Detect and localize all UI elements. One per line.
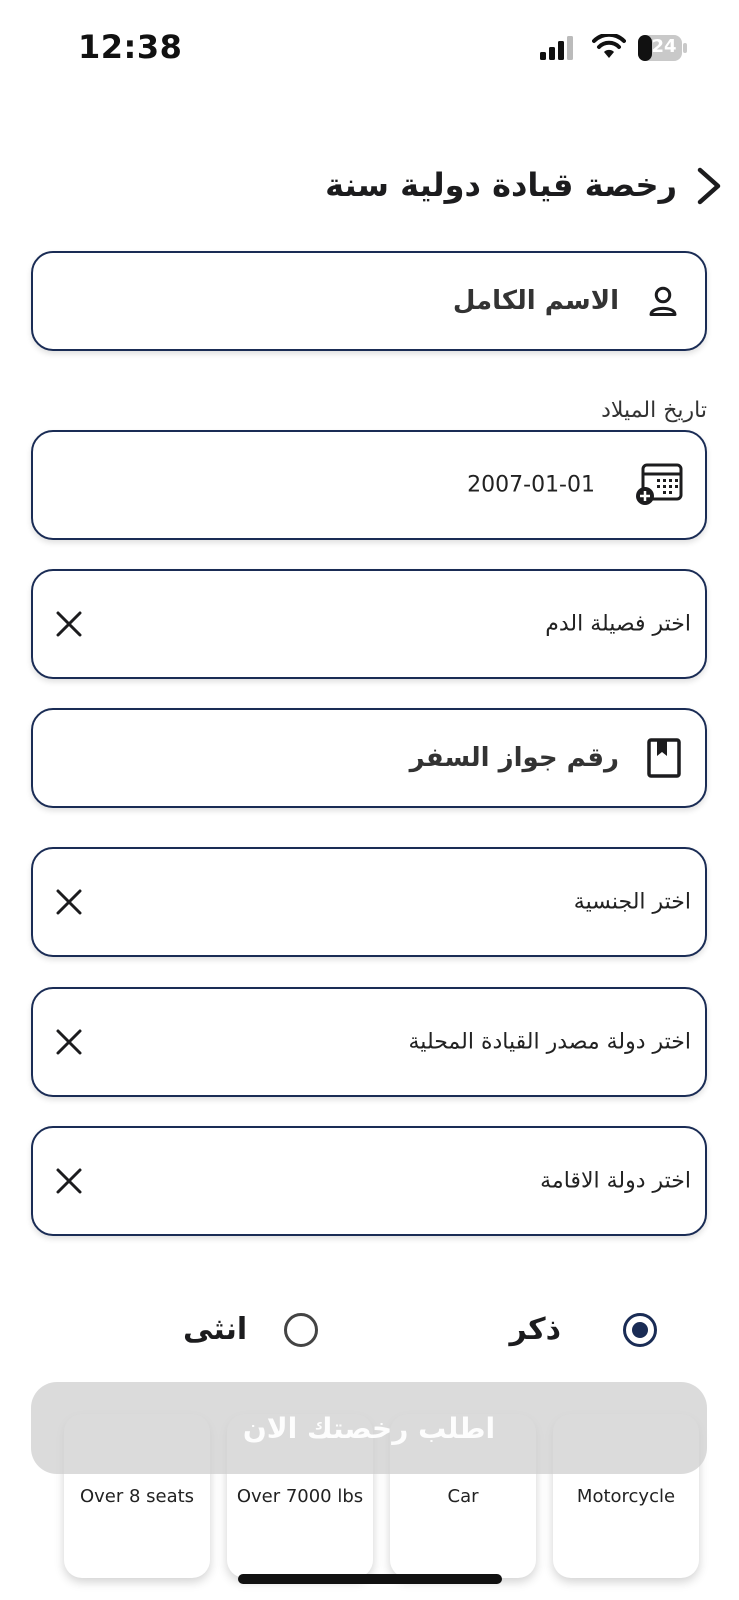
- price-row: [0, 150, 739, 210]
- status-time: 12:38: [78, 28, 183, 66]
- female-radio[interactable]: [284, 1313, 318, 1347]
- vehicle-card-label: Over 8 seats: [79, 1485, 195, 1507]
- page-title: رخصة قيادة دولية سنة: [325, 166, 677, 204]
- residence-country-placeholder: اختر دولة الاقامة: [540, 1168, 691, 1194]
- gender-selector: [0, 1300, 739, 1370]
- vehicle-card-label: Over 7000 lbs: [236, 1485, 364, 1507]
- nationality-placeholder: اختر الجنسية: [573, 889, 691, 915]
- full-name-placeholder: الاسم الكامل: [452, 286, 619, 316]
- header: [0, 80, 739, 204]
- full-name-field[interactable]: [31, 251, 707, 351]
- submit-button[interactable]: [31, 1382, 707, 1474]
- passport-placeholder: رقم جواز السفر: [409, 743, 619, 773]
- cellular-signal-icon: [540, 36, 580, 60]
- dob-value: 2007-01-01: [467, 472, 595, 498]
- close-icon[interactable]: [55, 1028, 83, 1056]
- male-radio[interactable]: [623, 1313, 657, 1347]
- person-icon: [645, 283, 681, 319]
- close-icon[interactable]: [55, 1167, 83, 1195]
- blood-type-placeholder: اختر فصيلة الدم: [545, 611, 691, 637]
- wifi-icon: [592, 34, 626, 60]
- passport-book-icon: [647, 738, 681, 778]
- license-country-placeholder: اختر دولة مصدر القيادة المحلية: [408, 1029, 691, 1055]
- dob-label: تاريخ الميلاد: [601, 398, 707, 423]
- nationality-select[interactable]: [31, 847, 707, 957]
- home-indicator: [238, 1574, 502, 1584]
- close-icon[interactable]: [55, 888, 83, 916]
- submit-label: اطلب رخصتك الان: [242, 1411, 496, 1445]
- status-bar: [0, 0, 739, 90]
- passport-number-field[interactable]: [31, 708, 707, 808]
- residence-country-select[interactable]: [31, 1126, 707, 1236]
- blood-type-select[interactable]: [31, 569, 707, 679]
- battery-level: 24: [651, 36, 677, 57]
- male-label: ذكر: [509, 1312, 561, 1347]
- dob-field[interactable]: [31, 430, 707, 540]
- license-country-select[interactable]: [31, 987, 707, 1097]
- vehicle-card-label: Motorcycle: [576, 1485, 676, 1507]
- vehicle-card-label: Car: [447, 1485, 479, 1507]
- close-icon[interactable]: [55, 610, 83, 638]
- calendar-add-icon: [635, 463, 683, 507]
- female-label: انثى: [183, 1312, 248, 1347]
